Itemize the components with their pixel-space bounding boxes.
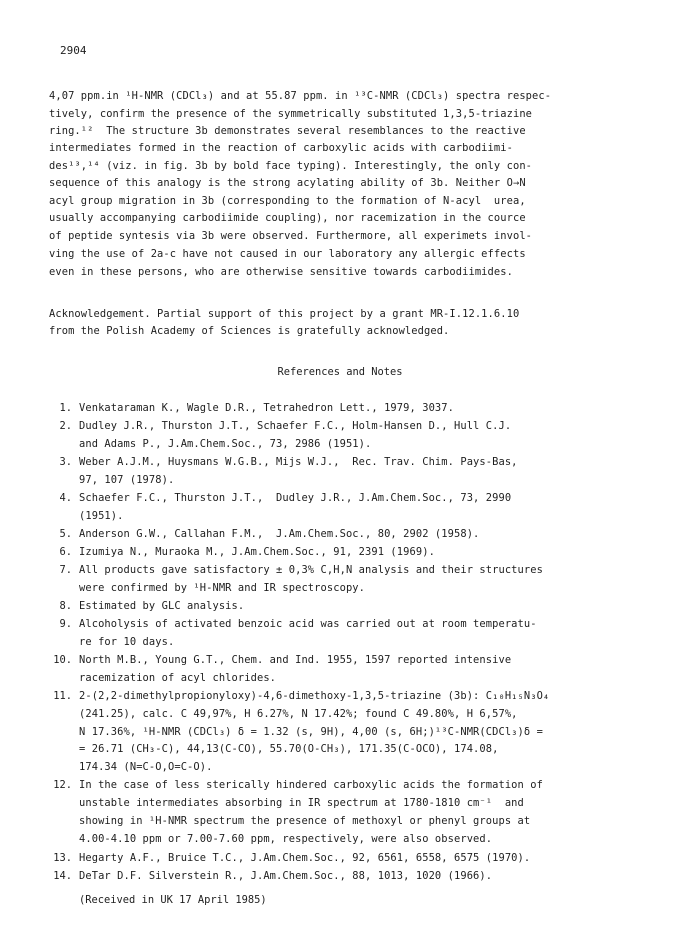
body-line: acyl group migration in 3b (corresponding to the formation of N-acyl urea, xyxy=(49,195,526,207)
reference-line: North M.B., Young G.T., Chem. and Ind. 1955, 1597 reported intensive xyxy=(79,654,512,666)
page-number: 2904 xyxy=(60,44,87,57)
body-line: intermediates formed in the reaction of carboxylic acids with carbodiimi- xyxy=(49,142,513,154)
reference-line: (241.25), calc. C 49,97%, H 6.27%, N 17.42%; found C 49.80%, H 6,57%, xyxy=(79,708,518,720)
reference-line: Izumiya N., Muraoka M., J.Am.Chem.Soc., 91, 2391 (1969). xyxy=(79,546,435,558)
reference-number: 1. xyxy=(59,402,72,414)
body-line: 4,07 ppm.in ¹H-NMR (CDCl₃) and at 55.87 ppm. in ¹³C-NMR (CDCl₃) spectra respec- xyxy=(49,90,552,102)
acknowledgement-line: Acknowledgement. Partial support of this project by a grant MR-I.12.1.6.10 xyxy=(49,308,520,320)
body-line: even in these persons, who are otherwise sensitive towards carbodiimides. xyxy=(49,266,513,278)
reference-number: 4. xyxy=(59,492,72,504)
body-line: ring.¹² The structure 3b demonstrates several resemblances to the reactive xyxy=(49,125,526,137)
reference-number: 3. xyxy=(59,456,72,468)
reference-line: DeTar D.F. Silverstein R., J.Am.Chem.Soc., 88, 1013, 1020 (1966). xyxy=(79,870,493,882)
reference-line: and Adams P., J.Am.Chem.Soc., 73, 2986 (1951). xyxy=(79,438,372,450)
reference-number: 14. xyxy=(53,870,72,882)
reference-line: Schaefer F.C., Thurston J.T., Dudley J.R., J.Am.Chem.Soc., 73, 2990 xyxy=(79,492,512,504)
references-heading: References and Notes xyxy=(277,366,403,378)
body-line: usually accompanying carbodiimide coupling), nor racemization in the cource xyxy=(49,212,526,224)
reference-number: 7. xyxy=(59,564,72,576)
reference-line: unstable intermediates absorbing in IR spectrum at 1780-1810 cm⁻¹ and xyxy=(79,797,524,809)
reference-number: 12. xyxy=(53,779,72,791)
reference-number: 10. xyxy=(53,654,72,666)
reference-number: 6. xyxy=(59,546,72,558)
reference-line: (1951). xyxy=(79,510,124,522)
reference-line: Venkataraman K., Wagle D.R., Tetrahedron Lett., 1979, 3037. xyxy=(79,402,454,414)
body-line: sequence of this analogy is the strong acylating ability of 3b. Neither O→N xyxy=(49,177,526,189)
received-date: (Received in UK 17 April 1985) xyxy=(79,894,267,906)
reference-line: Dudley J.R., Thurston J.T., Schaefer F.C., Holm-Hansen D., Hull C.J. xyxy=(79,420,512,432)
reference-number: 9. xyxy=(59,618,72,630)
reference-number: 13. xyxy=(53,852,72,864)
reference-line: Estimated by GLC analysis. xyxy=(79,600,245,612)
reference-number: 11. xyxy=(53,690,72,702)
reference-line: N 17.36%, ¹H-NMR (CDCl₃) δ = 1.32 (s, 9H), 4,00 (s, 6H;)¹³C-NMR(CDCl₃)δ = xyxy=(79,726,543,738)
reference-line: 4.00-4.10 ppm or 7.00-7.60 ppm, respectively, were also observed. xyxy=(79,833,493,845)
reference-line: 174.34 (N=C-O,O=C-O). xyxy=(79,761,213,773)
reference-line: = 26.71 (CH₃-C), 44,13(C-CO), 55.70(O-CH₃), 171.35(C-OCO), 174.08, xyxy=(79,743,499,755)
reference-line: Weber A.J.M., Huysmans W.G.B., Mijs W.J., Rec. Trav. Chim. Pays-Bas, xyxy=(79,456,518,468)
reference-line: Hegarty A.F., Bruice T.C., J.Am.Chem.Soc., 92, 6561, 6558, 6575 (1970). xyxy=(79,852,531,864)
reference-line: All products gave satisfactory ± 0,3% C,H,N analysis and their structures xyxy=(79,564,543,576)
body-line: of peptide syntesis via 3b were observed. Furthermore, all experimets invol- xyxy=(49,230,533,242)
body-line: tively, confirm the presence of the symmetrically substituted 1,3,5-triazine xyxy=(49,108,533,120)
reference-line: Alcoholysis of activated benzoic acid was carried out at room temperatu- xyxy=(79,618,537,630)
reference-number: 2. xyxy=(59,420,72,432)
body-line: ving the use of 2a-c have not caused in our laboratory any allergic effects xyxy=(49,248,526,260)
reference-line: 2-(2,2-dimethylpropionyloxy)-4,6-dimethoxy-1,3,5-triazine (3b): C₁₀H₁₅N₃O₄ xyxy=(79,690,550,702)
reference-line: 97, 107 (1978). xyxy=(79,474,175,486)
acknowledgement-line: from the Polish Academy of Sciences is gratefully acknowledged. xyxy=(49,325,450,337)
body-line: des¹³,¹⁴ (viz. in fig. 3b by bold face typing). Interestingly, the only con- xyxy=(49,160,533,172)
reference-line: were confirmed by ¹H-NMR and IR spectroscopy. xyxy=(79,582,366,594)
reference-line: In the case of less sterically hindered carboxylic acids the formation of xyxy=(79,779,543,791)
reference-line: re for 10 days. xyxy=(79,636,175,648)
reference-line: Anderson G.W., Callahan F.M., J.Am.Chem.Soc., 80, 2902 (1958). xyxy=(79,528,480,540)
reference-line: showing in ¹H-NMR spectrum the presence of methoxyl or phenyl groups at xyxy=(79,815,531,827)
reference-number: 5. xyxy=(59,528,72,540)
reference-line: racemization of acyl chlorides. xyxy=(79,672,277,684)
reference-number: 8. xyxy=(59,600,72,612)
